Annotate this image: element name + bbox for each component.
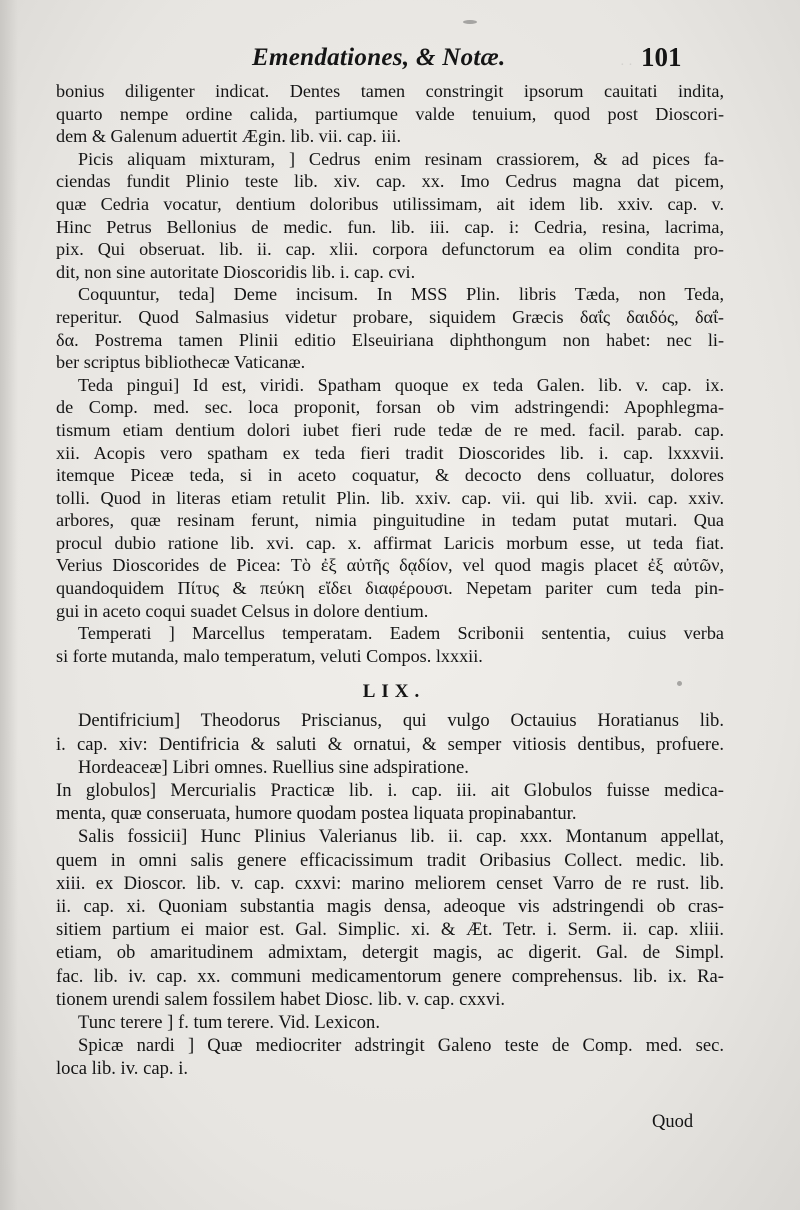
page-edge-shadow xyxy=(0,0,18,1210)
catchword: Quod xyxy=(652,1112,694,1132)
text-line: Verius Dioscorides de Picea: Τὸ ἐξ αὐτῆς δᾳδίον, vel quod magis placet ἐξ αὐτῶν, xyxy=(56,555,724,576)
text-line: menta, quæ conseruata, humore quodam postea liquata propinabantur. xyxy=(56,803,577,825)
text-line: bonius diligenter indicat. Dentes tamen constringit ipsorum cauitati indita, xyxy=(56,81,724,101)
text-line: tismum etiam dentium dolori iubet fieri rude tedæ de re med. facil. parab. cap. xyxy=(56,419,724,440)
text-line: δα. Postrema tamen Plinii editio Elseuiriana diphthongum non habet: nec li- xyxy=(56,329,724,350)
text-line: Coquuntur, teda] Deme incisum. In MSS Plin. libris Tæda, non Teda, xyxy=(78,284,724,305)
text-line: xii. Acopis vero spatham ex teda fieri tradit Dioscorides lib. i. cap. lxxxvii. xyxy=(56,442,724,463)
text-line: ciendas fundit Plinio teste lib. xiv. cap. xx. Imo Cedrus magna dat picem, xyxy=(56,171,724,192)
text-line: Hinc Petrus Bellonius de medic. fun. lib. iii. cap. i: Cedria, resina, lacrima, xyxy=(56,216,724,237)
text-line: Picis aliquam mixturam, ] Cedrus enim resinam crassiorem, & ad pices fa- xyxy=(78,148,724,169)
text-line: sitiem partium ei maior est. Gal. Simplic. xi. & Æt. Tetr. i. Serm. ii. cap. xliii. xyxy=(56,919,724,941)
text-line: xiii. ex Dioscor. lib. v. cap. cxxvi: marino meliorem censet Varro de re rust. lib. xyxy=(56,872,724,894)
show-through-mark: · · xyxy=(620,58,633,73)
text-line: Salis fossicii] Hunc Plinius Valerianus lib. ii. cap. xxx. Montanum appellat, xyxy=(78,826,724,848)
text-line: reperitur. Quod Salmasius videtur probare, siquidem Græcis δαΐς δαιδός, δαΐ- xyxy=(56,306,724,327)
text-line: procul dubio ratione lib. xvi. cap. x. affirmat Laricis morbum esse, ut teda fiat. xyxy=(56,532,724,553)
text-line: arbores, quæ resinam ferunt, nimia pinguitudine in tedam putat mutari. Qua xyxy=(56,510,724,531)
text-line: quæ Cedria vocatur, dentium doloribus utilissimam, ait idem lib. xxiv. cap. v. xyxy=(56,193,724,214)
text-line: tolli. Quod in literas etiam retulit Plin. lib. xxiv. cap. vii. qui lib. xvii. cap. xxiv. xyxy=(56,487,724,508)
text-line: gui in aceto coqui suadet Celsus in dolore dentium. xyxy=(56,600,429,621)
text-line: si forte mutanda, malo temperatum, veluti Compos. lxxxii. xyxy=(56,645,483,666)
text-line: dem & Galenum aduertit Ægin. lib. vii. cap. iii. xyxy=(56,126,401,147)
text-line: quarto nempe ordine calida, partiumque valde tenuium, quod post Dioscori- xyxy=(56,103,724,124)
text-line: de Comp. med. sec. loca proponit, forsan ob vim adstringendi: Apophlegma- xyxy=(56,397,724,418)
text-line: i. cap. xiv: Dentifricia & saluti & ornatui, & semper vitiosis dentibus, profuere. xyxy=(56,733,724,755)
text-line: fac. lib. iv. cap. xx. communi medicamentorum genere comprehensus. lib. ix. Ra- xyxy=(56,965,724,987)
text-line: quem in omni salis genere efficacissimum tradit Oribasius Collect. medic. lib. xyxy=(56,849,724,871)
text-line: ii. cap. xi. Quoniam substantia magis densa, adeoque vis adstringendi ob cras- xyxy=(56,895,724,917)
text-line: Hordeaceæ] Libri omnes. Ruellius sine adspiratione. xyxy=(78,756,469,778)
text-line: Spicæ nardi ] Quæ mediocriter adstringit Galeno teste de Comp. med. sec. xyxy=(78,1035,724,1057)
ink-smudge xyxy=(463,20,477,24)
running-title: Emendationes, & Notæ. xyxy=(252,44,506,71)
text-line: ber scriptus bibliothecæ Vaticanæ. xyxy=(56,352,306,373)
main-text xyxy=(56,80,724,1080)
text-line: dit, non sine autoritate Dioscoridis lib. i. cap. cvi. xyxy=(56,261,416,282)
text-line: quandoquidem Πίτυς & πεύκη εἴδει διαφέρουσι. Nepetam pariter cum teda pin- xyxy=(56,578,724,599)
text-line: tionem urendi salem fossilem habet Diosc. lib. v. cap. cxxvi. xyxy=(56,988,506,1010)
text-line: loca lib. iv. cap. i. xyxy=(56,1058,189,1080)
text-line: pix. Qui obseruat. lib. ii. cap. xlii. corpora defunctorum ea olim condita pro- xyxy=(56,239,724,260)
text-line: Temperati ] Marcellus temperatam. Eadem Scribonii sententia, cuius verba xyxy=(78,623,724,644)
text-line: Teda pingui] Id est, viridi. Spatham quoque ex teda Galen. lib. v. cap. ix. xyxy=(78,374,724,395)
text-line: Tunc terere ] f. tum terere. Vid. Lexicon. xyxy=(78,1011,380,1033)
page-number: 101 xyxy=(641,42,682,72)
text-line: itemque Piceæ teda, si in aceto coquatur, & decocto dens colluatur, dolores xyxy=(56,465,724,486)
text-line: Dentifricium] Theodorus Priscianus, qui vulgo Octauius Horatianus lib. xyxy=(78,710,724,732)
text-line: In globulos] Mercurialis Practicæ lib. i. cap. iii. ait Globulos fuisse medica- xyxy=(56,780,724,801)
section-heading: LIX. xyxy=(362,681,426,703)
text-line: etiam, ob amaritudinem admixtam, detergit magis, ac digerit. Gal. de Simpl. xyxy=(56,942,724,964)
